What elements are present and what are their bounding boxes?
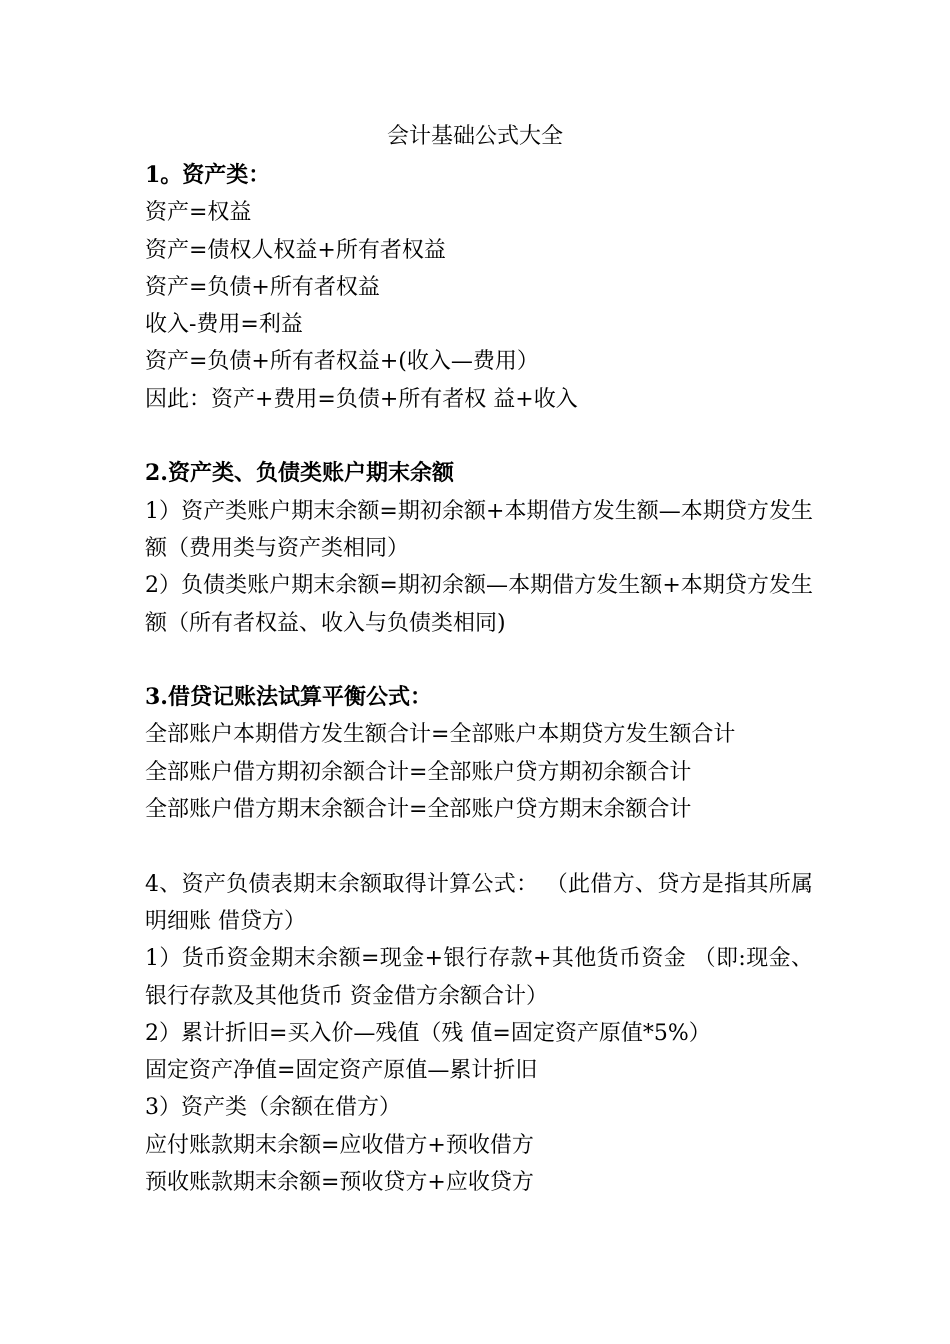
section-3-heading: 3.借贷记账法试算平衡公式： — [145, 684, 432, 711]
formula-line: 全部账户借方期初余额合计=全部账户贷方期初余额合计 — [145, 759, 692, 785]
spacer — [145, 642, 813, 679]
section-1-heading: 1。资产类： — [145, 162, 271, 188]
formula-line: 资产=债权人权益+所有者权益 — [145, 237, 446, 263]
formula-item: 1）货币资金期末余额=现金+银行存款+其他货币资金 （即:现金、银行存款及其他货币 资金借方余额合计） — [145, 946, 813, 1009]
formula-line: 全部账户本期借方发生额合计=全部账户本期贷方发生额合计 — [145, 722, 736, 748]
document-body — [145, 157, 813, 1201]
formula-item: 2）累计折旧=买入价—残值（残 值=固定资产原值*5%） — [145, 1020, 711, 1046]
document-title: 会计基础公式大全 — [386, 124, 563, 149]
formula-line: 固定资产净值=固定资产原值—累计折旧 — [145, 1058, 538, 1084]
formula-line: 收入-费用=利益 — [145, 312, 303, 338]
section-2-heading: 2.资产类、负债类账户期末余额 — [145, 460, 454, 487]
formula-line: 因此：资产+费用=负债+所有者权 益+收入 — [145, 386, 578, 412]
formula-item: 1）资产类账户期末余额=期初余额+本期借方发生额—本期贷方发生额（费用类与资产类相同） — [145, 498, 813, 561]
section-4-heading: 4、资产负债表期末余额取得计算公式： （此借方、贷方是指其所属明细账 借贷方） — [145, 871, 813, 934]
spacer — [145, 828, 813, 865]
formula-line: 预收账款期末余额=预收贷方+应收贷方 — [145, 1170, 534, 1196]
formula-line: 资产=权益 — [145, 200, 252, 226]
formula-line: 资产=负债+所有者权益 — [145, 274, 380, 300]
spacer — [145, 418, 813, 455]
formula-item: 3）资产类（余额在借方） — [145, 1095, 401, 1121]
formula-line: 全部账户借方期末余额合计=全部账户贷方期末余额合计 — [145, 797, 692, 823]
formula-line: 应付账款期末余额=应收借方+预收借方 — [145, 1132, 534, 1158]
formula-line: 资产=负债+所有者权益+(收入—费用） — [145, 349, 539, 375]
formula-item: 2）负债类账户期末余额=期初余额—本期借方发生额+本期贷方发生额（所有者权益、收入与负债类相同) — [145, 573, 813, 636]
